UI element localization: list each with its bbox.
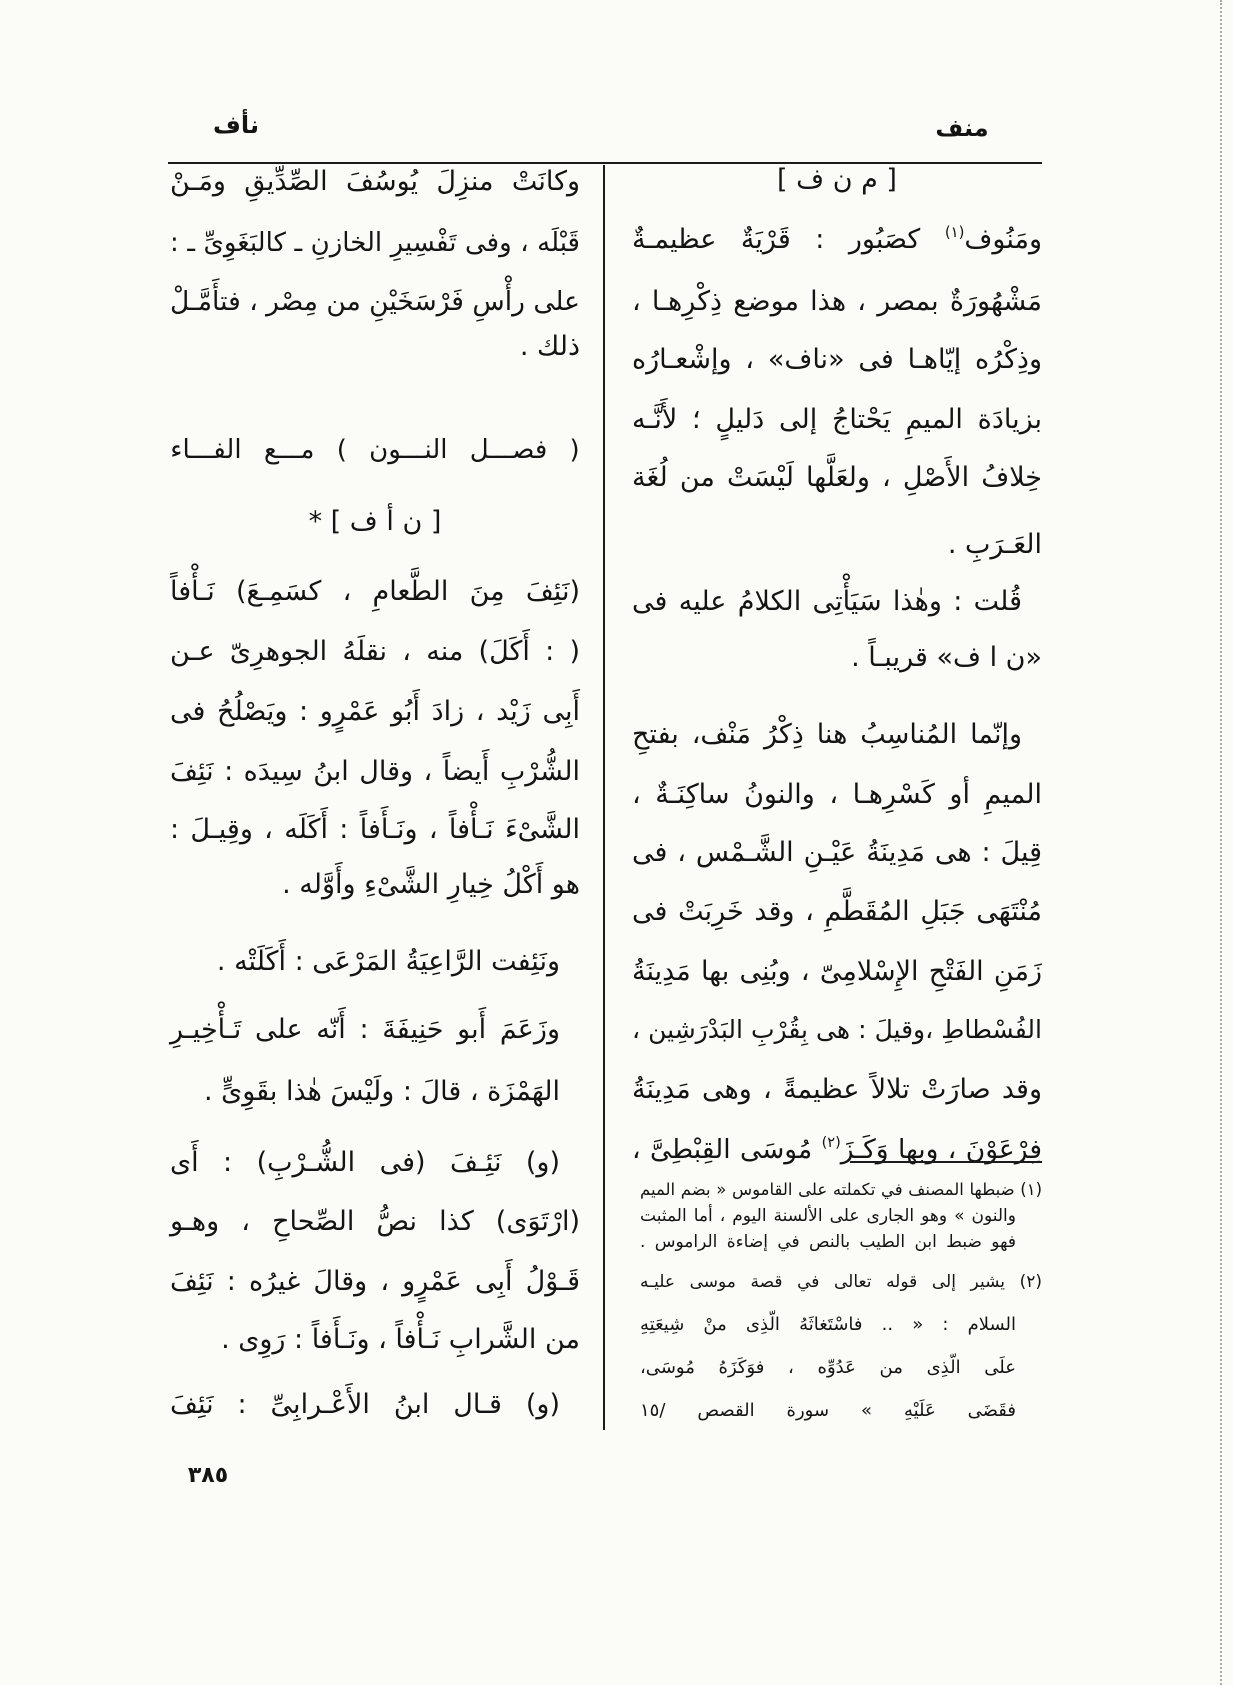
footnote-line: علَى الّذِى من عَدُوِّه ، فوَكَزَهُ مُوسَى، <box>640 1357 1016 1378</box>
text-line: (و) قـال ابنُ الأَعْـرابِىِّ : نَئِفَ <box>170 1389 560 1420</box>
page-number: ٣٨٥ <box>187 1463 229 1488</box>
text-line: ( : أَكَلَ) منه ، نقلَهُ الجوهرِىّ عـن <box>170 636 580 667</box>
text-line: العَـرَبِ . <box>947 529 1042 560</box>
text-line: وزَعَمَ أَبو حَنِيفَةَ : أَنّه على تَـأْخِيـرِ <box>170 1014 560 1045</box>
text-line: (و) نَئِـفَ (فى الشُّـرْبِ) : أَى <box>170 1147 560 1178</box>
text-line: (نَئِفَ مِنَ الطَّعامِ ، كسَمِـعَ) نَـأْفاً <box>170 576 580 607</box>
text-line: ونَئِفت الرَّاعِيَةُ المَرْعَى : أَكَلَتْه . <box>216 946 560 977</box>
text-line: قَبْلَه ، وفى تَفْسِيرِ الخازنِ ـ كالبَغَوِىِّ ـ : <box>170 228 580 258</box>
footnote-rule <box>850 1161 1042 1163</box>
text-line: ذلك . <box>519 331 580 362</box>
text-line: زَمَنِ الفَتْحِ الإِسْلامِىّ ، وبُنِى بها مَدِينَةُ <box>632 956 1042 987</box>
entry-heading-naf: [ ن أ ف ] * <box>308 506 442 537</box>
text-line <box>632 215 1042 265</box>
text-line: مَشْهُورَةٌ بمصر ، هذا موضع ذِكْرِهـا ، <box>632 286 1042 317</box>
text-line: على رأْسِ فَرْسَخَيْنِ من مِصْر ، فتأَمَّـلْ <box>170 286 580 317</box>
footnote-line: السلام : « .. فاسْتَغاثَهُ الّذِى منْ شِيعَتِهِ <box>640 1314 1016 1335</box>
footnote-line: (١) ضبطها المصنف في تكملته على القاموس « بضم الميم <box>640 1180 1042 1199</box>
text-line: قَـوْلُ أَبِى عَمْرٍو ، وقالَ غيرُه : نَئِفَ <box>170 1266 580 1297</box>
text-line: وذِكْرُه إيّاهـا فى «ناف» ، وإشْعـارُه <box>632 344 1042 375</box>
text-segment: كصَبُور : قَرْيَةٌ عظيمـةٌ <box>632 224 945 255</box>
text-line: بزيادَة الميمِ يَحْتاجُ إلى دَليلٍ ؛ لأَنَّـه <box>632 404 1042 435</box>
entry-heading-mnf: [ م ن ف ] <box>777 164 897 195</box>
scan-edge-artifact <box>1220 0 1222 1685</box>
text-line: الفُسْطاطِ ،وقيلَ : هى بِقُرْبِ البَدْرَشِين ، <box>632 1015 1042 1044</box>
text-line: هو أَكْلُ خِيارِ الشَّىْءِ وأَوَّله . <box>282 869 580 900</box>
footnote-marker-2: (٢) <box>821 1134 841 1152</box>
text-line: الشَّىْءَ نَـأْفاً ، ونَـأَفاً : أَكَلَه ، وقِيـلَ : <box>170 814 580 845</box>
footnote-line: والنون » وهو الجارى على الألسنة اليوم ، أما المثبت <box>640 1206 1016 1226</box>
text-line <box>632 1125 1042 1175</box>
text-line: وقد صارَتْ تلالاً عظيمةً ، وهى مَدِينَةُ <box>632 1074 1042 1105</box>
text-segment: مُوسَى القِبْطِىَّ ، <box>632 1134 822 1165</box>
text-line: وكانَتْ منزِلَ يُوسُفَ الصِّدِّيقِ ومَـنْ <box>170 166 580 197</box>
text-line: الشُّرْبِ أَيضاً ، وقال ابنُ سِيدَه : نَئِفَ <box>170 756 580 787</box>
text-line: قُلت : وهٰذا سَيَأْتِى الكلامُ عليه فى <box>632 586 1022 617</box>
footnote-marker-1: (١) <box>944 222 965 241</box>
text-line: الميمِ أو كَسْرِهـا ، والنونُ ساكِنَـةٌ ، <box>632 779 1042 810</box>
text-line: من الشَّرابِ نَـأْفاً ، ونَـأَفاً : رَوِى . <box>221 1324 580 1355</box>
text-line: قِيلَ : هى مَدِينَةُ عَيْـنِ الشَّـمْس ، فى <box>632 837 1042 868</box>
text-segment: ومَنُوف <box>964 224 1042 255</box>
text-line: خِلافُ الأَصْلِ ، ولعَلَّها لَيْسَتْ من لُغَة <box>632 462 1042 493</box>
footnote-line: (٢) يشير إلى قوله تعالى في قصة موسى عليـه <box>640 1272 1042 1292</box>
footnote-line: فهو ضبط ابن الطيب بالنص في إضاءة الراموس . <box>640 1232 1016 1252</box>
text-line: وإنّما المُناسِبُ هنا ذِكْرُ مَنْف، بفتحِ <box>632 719 1022 750</box>
footnote-line: فقَضَى عَلَيْهِ » سورة القصص /١٥ <box>640 1400 1016 1421</box>
text-line: الهَمْزَة ، قالَ : ولَيْسَ هٰذا بقَوِىٍّ . <box>203 1076 560 1107</box>
column-divider <box>603 165 605 1430</box>
section-heading: ( فصـــل النـــون ) مـــع الفـــاء <box>170 435 580 465</box>
running-header-left: نأف <box>213 111 259 139</box>
text-segment: فِرْعَوْنَ ، وبها وَكَـزَ <box>840 1134 1042 1165</box>
text-line: أَبِى زَيْد ، زادَ أَبُو عَمْرٍو : ويَصْلُحُ فى <box>170 696 580 727</box>
text-line: (ارْتَوَى) كذا نصُّ الصِّحاحِ ، وهـو <box>170 1206 580 1237</box>
running-header-right: منف <box>935 114 989 142</box>
text-line: «ن ا ف» قريبـاً . <box>851 642 1042 673</box>
text-line: مُنْتَهَى جَبَلِ المُقَطَّمِ ، وقد خَرِبَتْ فى <box>632 896 1042 927</box>
